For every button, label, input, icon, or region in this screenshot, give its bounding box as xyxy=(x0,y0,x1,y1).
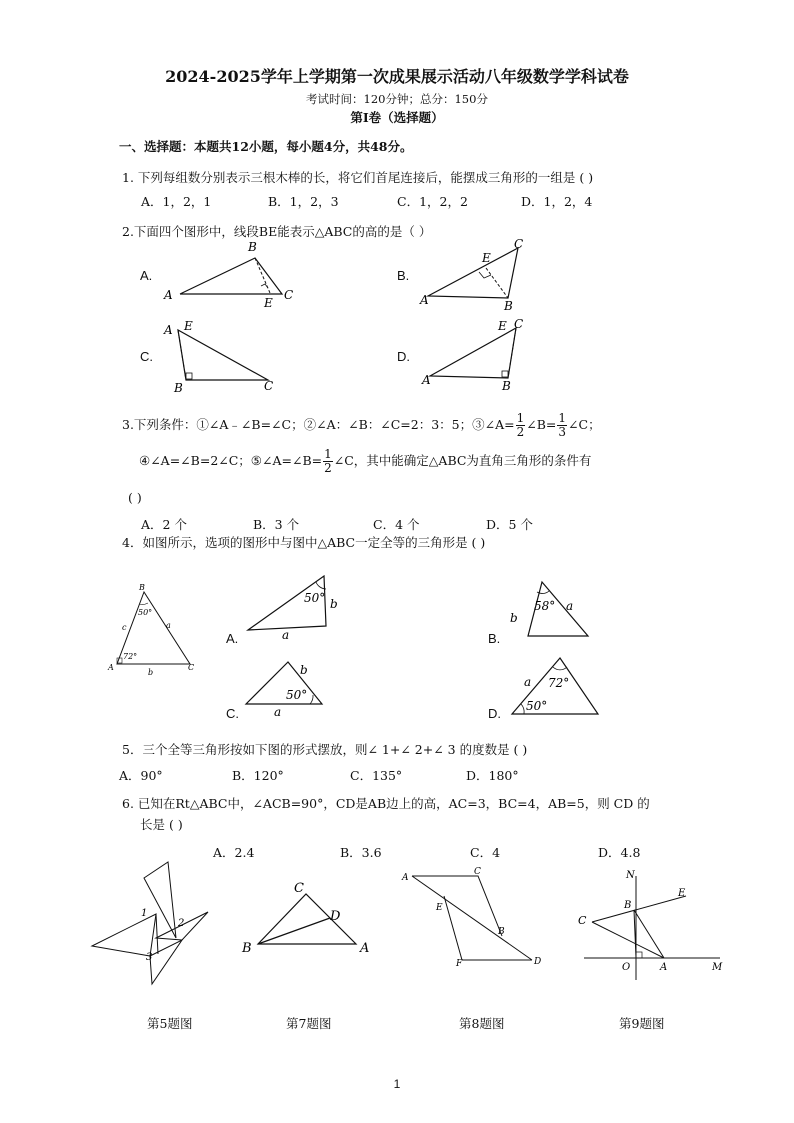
svg-text:O: O xyxy=(622,962,631,973)
svg-text:B: B xyxy=(502,379,511,393)
svg-text:a: a xyxy=(566,599,574,613)
q3-line1 xyxy=(122,412,601,439)
section-title: 一、选择题：本题共12小题，每小题4分，共48分。 xyxy=(119,139,413,154)
q4-option-a-figure xyxy=(242,570,346,642)
q3-fraction-third: $\frac{1}{3}$ xyxy=(558,411,567,439)
q5-option-b: B．120° xyxy=(232,768,284,783)
q2-label-a: A. xyxy=(140,268,153,283)
svg-text:a: a xyxy=(282,628,290,642)
q3-line2 xyxy=(139,448,591,475)
svg-text:F: F xyxy=(456,959,463,969)
q4-c-angle: 50° xyxy=(286,688,308,702)
caption-fig5: 第5题图 xyxy=(147,1016,193,1031)
q1-option-b: B．1，2，3 xyxy=(268,194,339,209)
q4-stem: 4．如图所示，选项的图形中与图中△ABC一定全等的三角形是 ( ) xyxy=(122,535,486,550)
svg-text:C: C xyxy=(474,867,481,877)
q1-option-a: A．1，2，1 xyxy=(141,194,212,209)
q3-answer-paren: ( ) xyxy=(128,490,142,505)
q3-fraction-half-1: $\frac{1}{2}$ xyxy=(516,411,525,439)
q4-reference-triangle xyxy=(104,582,196,680)
svg-text:A: A xyxy=(164,323,173,337)
page-number: 1 xyxy=(393,1077,401,1091)
q4-label-d: D. xyxy=(488,706,501,721)
svg-text:C: C xyxy=(188,663,195,672)
q4-d-angle-top: 72° xyxy=(548,676,570,690)
q4-option-c-figure xyxy=(242,654,332,720)
svg-text:C: C xyxy=(294,881,304,896)
svg-text:a: a xyxy=(524,675,532,689)
svg-text:E: E xyxy=(184,319,193,333)
svg-text:C: C xyxy=(578,914,587,927)
q3-line1-b: ∠B= xyxy=(526,417,557,432)
q3-line1-a: 3.下列条件：①∠A﹣∠B=∠C；②∠A：∠B：∠C=2：3：5；③∠A= xyxy=(122,417,515,432)
svg-text:c: c xyxy=(122,623,127,632)
q6-option-c: C．4 xyxy=(470,845,501,860)
q2-figure-c xyxy=(160,318,285,394)
q2-figure-d xyxy=(418,316,536,394)
q6-stem-line1: 6. 已知在Rt△ABC中，∠ACB=90°，CD是AB边上的高，AC=3，BC=4，AB=5，则 CD 的 xyxy=(122,796,650,811)
svg-text:C: C xyxy=(264,379,274,393)
svg-text:A: A xyxy=(402,873,409,883)
svg-text:B: B xyxy=(504,299,513,312)
q1-option-c: C．1，2，2 xyxy=(397,194,468,209)
svg-text:M: M xyxy=(712,962,723,973)
q5-option-a: A．90° xyxy=(119,768,163,783)
figure-8 xyxy=(398,866,548,970)
svg-text:2: 2 xyxy=(178,918,185,929)
q2-label-c: C. xyxy=(140,349,153,364)
svg-text:B: B xyxy=(174,381,183,394)
q6-option-d: D．4.8 xyxy=(598,845,641,860)
q3-fraction-half-2: $\frac{1}{2}$ xyxy=(324,447,332,475)
svg-text:B: B xyxy=(248,240,257,254)
caption-fig7: 第7题图 xyxy=(286,1016,332,1031)
q1-option-d: D．1，2，4 xyxy=(521,194,593,209)
exam-info: 考试时间：120分钟；总分：150分 xyxy=(306,92,488,106)
q6-option-a: A．2.4 xyxy=(213,845,255,860)
svg-text:B: B xyxy=(624,900,632,911)
q3-line2-a: ④∠A=∠B=2∠C；⑤∠A=∠B= xyxy=(139,453,323,468)
q4-label-c: C. xyxy=(226,706,239,721)
q4-b-angle: 58° xyxy=(534,599,556,613)
q5-option-c: C．135° xyxy=(350,768,403,783)
svg-text:a: a xyxy=(166,621,171,630)
svg-text:A: A xyxy=(422,373,431,387)
svg-text:A: A xyxy=(660,962,668,973)
q5-option-d: D．180° xyxy=(466,768,519,783)
q4-ref-angle-left: 72° xyxy=(123,652,138,661)
q4-option-b-figure xyxy=(506,574,596,646)
q3-option-a: A．2 个 xyxy=(141,517,187,532)
q2-stem: 2.下面四个图形中，线段BE能表示△ABC的高的是（ ） xyxy=(122,224,432,239)
svg-text:A: A xyxy=(108,663,114,672)
svg-text:D: D xyxy=(330,909,341,924)
svg-text:D: D xyxy=(534,957,542,967)
q6-stem-line2: 长是 ( ) xyxy=(140,817,183,832)
svg-text:b: b xyxy=(510,611,518,625)
caption-fig9: 第9题图 xyxy=(619,1016,665,1031)
q3-line1-c: ∠C； xyxy=(568,417,601,432)
q4-label-b: B. xyxy=(488,631,501,646)
figure-9 xyxy=(574,866,730,984)
q3-line2-b: ∠C，其中能确定△ABC为直角三角形的条件有 xyxy=(333,453,592,468)
q3-option-d: D．5 个 xyxy=(486,517,533,532)
figure-5 xyxy=(86,856,220,996)
q2-figure-a xyxy=(160,236,310,312)
svg-text:E: E xyxy=(498,319,507,333)
caption-fig8: 第8题图 xyxy=(459,1016,505,1031)
svg-text:B: B xyxy=(498,927,505,937)
q4-label-a: A. xyxy=(226,631,239,646)
svg-text:A: A xyxy=(360,941,370,956)
svg-text:C: C xyxy=(284,288,294,302)
svg-text:b: b xyxy=(148,668,154,677)
svg-text:A: A xyxy=(420,293,429,307)
q2-label-d: D. xyxy=(397,349,410,364)
svg-text:E: E xyxy=(482,251,491,265)
svg-text:B: B xyxy=(242,941,252,956)
q1-stem: 1. 下列每组数分别表示三根木棒的长，将它们首尾连接后，能摆成三角形的一组是 ( ) xyxy=(122,170,594,185)
q4-a-angle: 50° xyxy=(304,591,326,605)
svg-text:E: E xyxy=(264,296,273,310)
volume-title: 第Ⅰ卷（选择题） xyxy=(350,110,444,125)
exam-title: 2024-2025学年上学期第一次成果展示活动八年级数学学科试卷 xyxy=(165,67,629,86)
svg-text:C: C xyxy=(514,237,524,251)
svg-text:E: E xyxy=(436,903,443,913)
svg-text:N: N xyxy=(626,870,635,881)
svg-text:3: 3 xyxy=(146,952,153,963)
svg-text:A: A xyxy=(164,288,173,302)
q4-ref-angle-top: 50° xyxy=(138,608,153,617)
svg-text:E: E xyxy=(678,888,686,899)
q4-option-d-figure xyxy=(508,652,602,718)
svg-text:1: 1 xyxy=(141,908,148,919)
q4-d-angle-left: 50° xyxy=(526,699,548,713)
svg-text:a: a xyxy=(274,705,282,719)
svg-text:b: b xyxy=(300,663,308,677)
svg-text:B: B xyxy=(139,583,145,592)
q2-figure-b xyxy=(418,236,536,312)
q6-option-b: B．3.6 xyxy=(340,845,382,860)
q3-option-c: C．4 个 xyxy=(373,517,420,532)
figure-7 xyxy=(238,878,378,958)
q5-stem: 5．三个全等三角形按如下图的形式摆放，则∠ 1+∠ 2+∠ 3 的度数是 ( ) xyxy=(122,742,528,757)
svg-text:C: C xyxy=(514,317,524,331)
svg-text:b: b xyxy=(330,597,338,611)
q3-option-b: B．3 个 xyxy=(253,517,300,532)
q2-label-b: B. xyxy=(397,268,410,283)
